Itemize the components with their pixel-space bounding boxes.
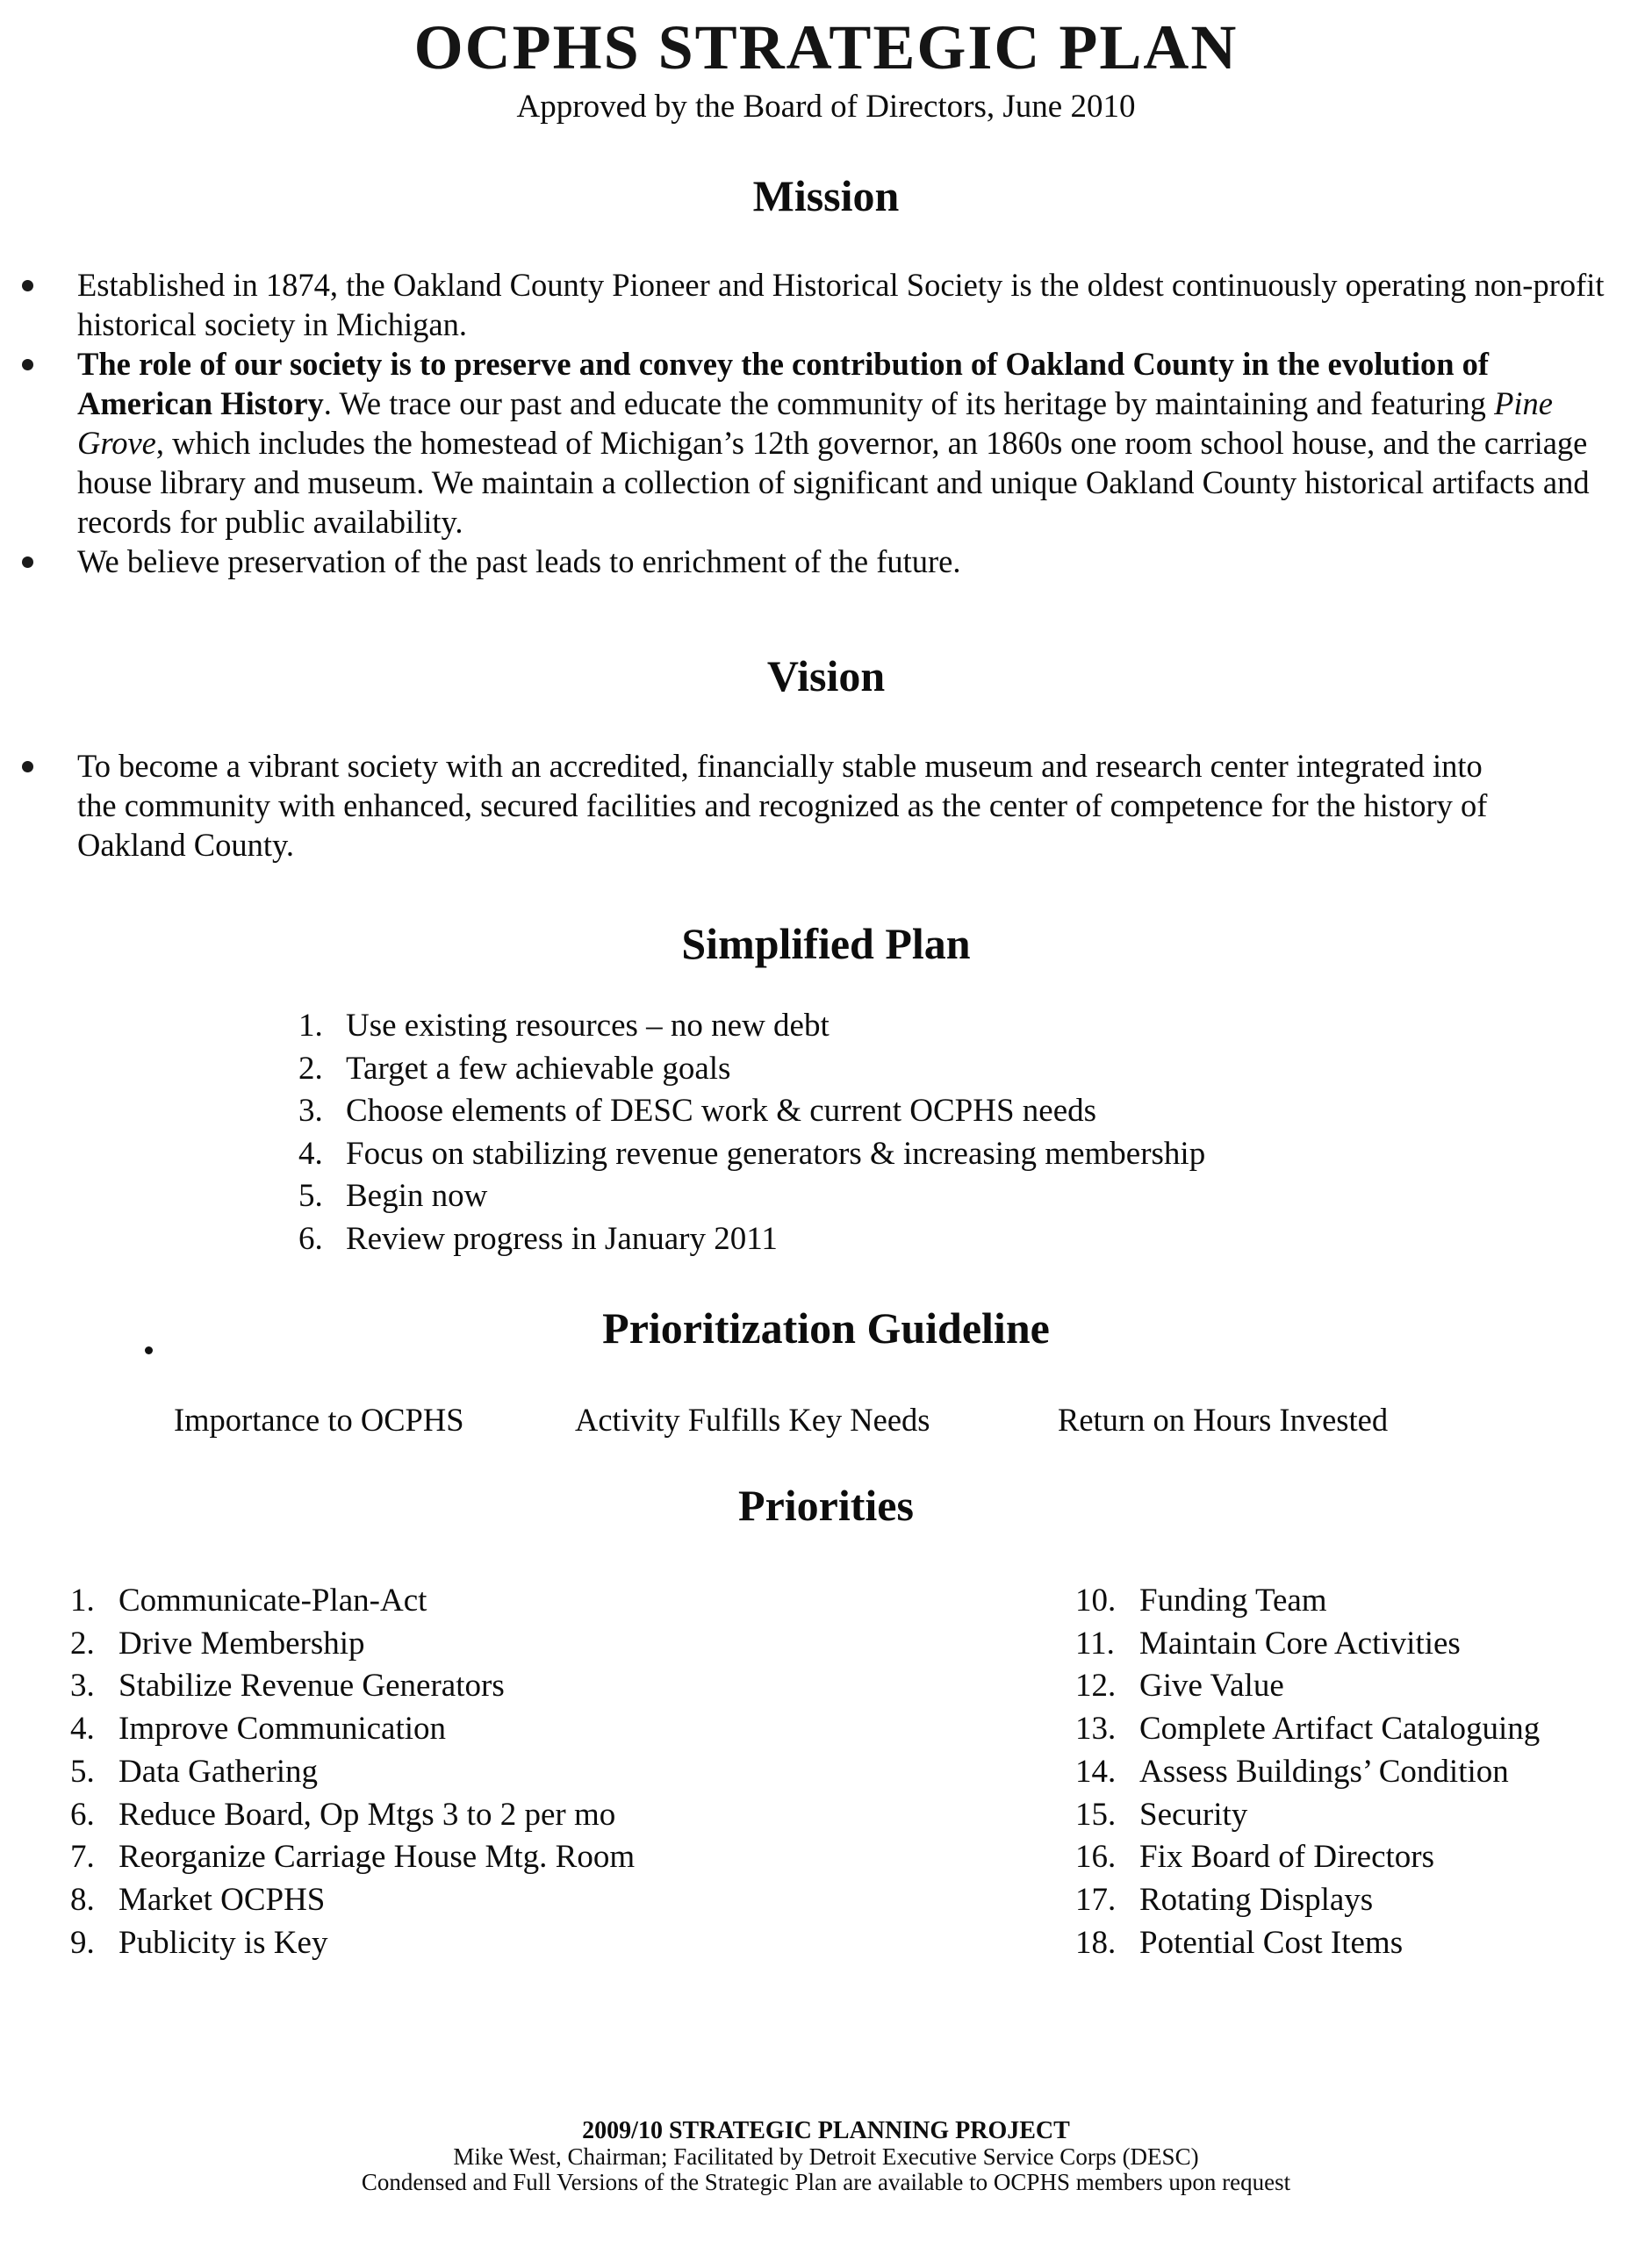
simplified-plan-list	[298, 1005, 1205, 1260]
priority-item	[70, 1751, 635, 1794]
document-title: OCPHS STRATEGIC PLAN	[413, 12, 1239, 83]
mission-bullet	[0, 344, 1652, 542]
priority-item	[1075, 1794, 1540, 1837]
priority-item	[70, 1922, 635, 1965]
priority-item	[70, 1580, 635, 1623]
mission-list	[0, 265, 1652, 581]
priority-item	[1075, 1665, 1540, 1708]
priority-item	[1075, 1623, 1540, 1666]
priorities-heading: Priorities	[738, 1481, 914, 1530]
priority-number: 7.	[70, 1839, 95, 1876]
mission-bullet-text: Established in 1874, the Oakland County Pioneer and Historical Society is the oldest continuously operating non-profit historical society in Michigan.	[77, 267, 1605, 342]
bullet-icon	[22, 761, 33, 772]
mission-bullet-text: , which includes the homestead of Michigan’s 12th governor, an 1860s one room school house, and the carriage house library and museum. We maintain a collection of significant and unique Oakland County historical artifacts and records for public availability.	[77, 425, 1590, 540]
priority-number: 16.	[1075, 1839, 1117, 1876]
priority-item	[70, 1623, 635, 1666]
mission-bullet	[0, 265, 1652, 344]
priority-number: 5.	[70, 1753, 95, 1790]
priority-text: Improve Communication	[119, 1711, 447, 1748]
priority-item	[70, 1794, 635, 1837]
priority-text: Potential Cost Items	[1139, 1924, 1404, 1961]
priority-number: 11.	[1075, 1625, 1115, 1662]
vision-bullet-text: To become a vibrant society with an accredited, financially stable museum and research center integrated into the community with enhanced, secured facilities and recognized as the center of competence for the history of Oakland County.	[77, 748, 1488, 863]
priority-text: Stabilize Revenue Generators	[119, 1668, 505, 1705]
plan-item-number: 3.	[298, 1093, 323, 1129]
priority-number: 1.	[70, 1583, 95, 1619]
priority-item	[1075, 1580, 1540, 1623]
plan-item	[298, 1133, 1205, 1176]
priorities-left-column	[70, 1580, 635, 1964]
priority-text: Communicate-Plan-Act	[119, 1583, 427, 1619]
guideline-criterion: Activity Fulfills Key Needs	[575, 1402, 930, 1438]
guideline-criterion: Return on Hours Invested	[1058, 1402, 1389, 1438]
approval-subtitle: Approved by the Board of Directors, June 2010	[516, 89, 1136, 125]
priority-number: 9.	[70, 1924, 95, 1961]
footer-availability-note: Condensed and Full Versions of the Strategic Plan are available to OCPHS members upon request	[361, 2169, 1291, 2195]
plan-item	[298, 1005, 1205, 1048]
priority-number: 10.	[1075, 1583, 1117, 1619]
plan-item-number: 5.	[298, 1178, 323, 1214]
priority-item	[70, 1665, 635, 1708]
mission-role-statement: The role of our society is to preserve and convey the contribution of Oakland County in the evolution of American History	[77, 346, 1490, 421]
priority-text: Reduce Board, Op Mtgs 3 to 2 per mo	[119, 1796, 616, 1833]
priority-item	[1075, 1879, 1540, 1922]
priority-number: 12.	[1075, 1668, 1117, 1705]
priority-number: 6.	[70, 1796, 95, 1833]
vision-bullet	[0, 746, 1652, 865]
priority-number: 3.	[70, 1668, 95, 1705]
bullet-icon	[22, 280, 33, 291]
bullet-icon	[22, 556, 33, 568]
priority-item	[1075, 1751, 1540, 1794]
priority-item	[70, 1836, 635, 1879]
priority-number: 15.	[1075, 1796, 1117, 1833]
plan-item-text: Focus on stabilizing revenue generators & increasing membership	[346, 1135, 1206, 1172]
priority-text: Reorganize Carriage House Mtg. Room	[119, 1839, 636, 1876]
priority-text: Funding Team	[1139, 1583, 1327, 1619]
prioritization-guideline-heading: Prioritization Guideline	[602, 1303, 1050, 1353]
priority-text: Market OCPHS	[119, 1881, 326, 1918]
priority-text: Security	[1139, 1796, 1248, 1833]
plan-item-text: Begin now	[346, 1178, 488, 1214]
plan-item-number: 4.	[298, 1135, 323, 1172]
plan-item-number: 2.	[298, 1050, 323, 1087]
priorities-right-column	[1075, 1580, 1540, 1964]
plan-item-number: 6.	[298, 1220, 323, 1257]
priority-text: Maintain Core Activities	[1139, 1625, 1461, 1662]
priority-item	[70, 1708, 635, 1751]
pine-grove-name: Pine Grove	[77, 385, 1553, 461]
plan-item-text: Choose elements of DESC work & current OCPHS needs	[346, 1093, 1097, 1129]
plan-item	[298, 1090, 1205, 1133]
priority-item	[1075, 1836, 1540, 1879]
priority-number: 14.	[1075, 1753, 1117, 1790]
priority-number: 4.	[70, 1711, 95, 1748]
footer-project-title: 2009/10 STRATEGIC PLANNING PROJECT	[582, 2117, 1070, 2144]
footer-credits: Mike West, Chairman; Facilitated by Detroit Executive Service Corps (DESC)	[453, 2143, 1199, 2170]
simplified-plan-heading: Simplified Plan	[681, 919, 971, 968]
priority-text: Rotating Displays	[1139, 1881, 1374, 1918]
priority-text: Drive Membership	[119, 1625, 365, 1662]
priority-number: 18.	[1075, 1924, 1117, 1961]
priority-number: 17.	[1075, 1881, 1117, 1918]
mission-bullet-text: We believe preservation of the past leads to enrichment of the future.	[77, 543, 961, 579]
mission-bullet	[0, 542, 1652, 581]
priority-number: 2.	[70, 1625, 95, 1662]
priority-text: Publicity is Key	[119, 1924, 328, 1961]
guideline-criterion: Importance to OCPHS	[174, 1402, 464, 1438]
mission-bullet-text: . We trace our past and educate the community of its heritage by maintaining and featuring	[323, 385, 1495, 421]
mission-heading: Mission	[752, 171, 900, 220]
priority-text: Assess Buildings’ Condition	[1139, 1753, 1509, 1790]
priority-number: 13.	[1075, 1711, 1117, 1748]
plan-item-number: 1.	[298, 1008, 323, 1044]
plan-item	[298, 1048, 1205, 1091]
priority-text: Give Value	[1139, 1668, 1284, 1705]
priority-item	[70, 1879, 635, 1922]
plan-item-text: Review progress in January 2011	[346, 1220, 778, 1257]
priority-item	[1075, 1708, 1540, 1751]
bullet-icon	[22, 359, 33, 370]
plan-item	[298, 1218, 1205, 1261]
priority-item	[1075, 1922, 1540, 1965]
priority-text: Fix Board of Directors	[1139, 1839, 1435, 1876]
priority-text: Data Gathering	[119, 1753, 319, 1790]
priority-number: 8.	[70, 1881, 95, 1918]
vision-heading: Vision	[766, 651, 886, 700]
priority-text: Complete Artifact Cataloguing	[1139, 1711, 1541, 1748]
vision-list	[0, 746, 1652, 865]
plan-item-text: Target a few achievable goals	[346, 1050, 731, 1087]
plan-item-text: Use existing resources – no new debt	[346, 1008, 830, 1044]
plan-item	[298, 1175, 1205, 1218]
